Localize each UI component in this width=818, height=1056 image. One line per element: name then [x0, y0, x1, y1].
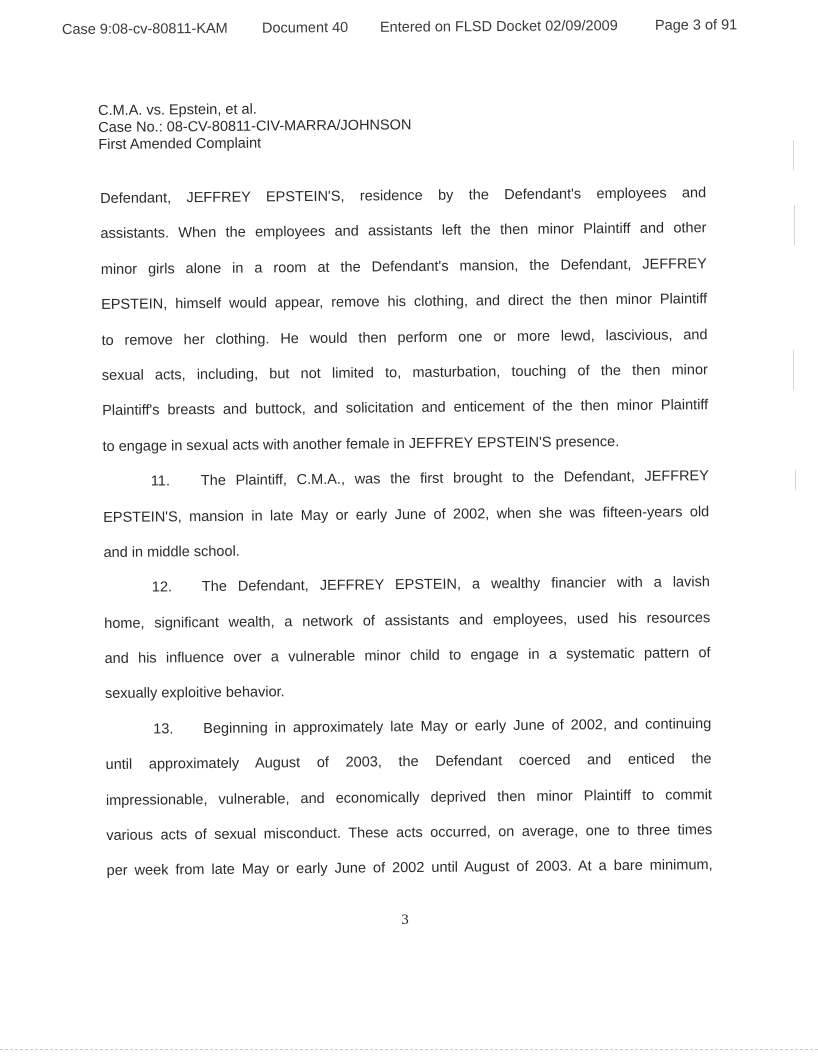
body-line: until approximately August of 2003, the Defendant coerced and enticed the	[105, 751, 712, 774]
body-line: and in middle school.	[103, 543, 240, 561]
scan-artifact	[793, 140, 794, 170]
body-line: to engage in sexual acts with another female in JEFFREY EPSTEIN'S presence.	[102, 433, 620, 455]
body-line: The Plaintiff, C.M.A., was the first brought to the Defendant, JEFFREY	[200, 468, 709, 490]
body-line: various acts of sexual misconduct. These acts occurred, on average, one to three times	[106, 822, 713, 845]
paragraph-13-first-line	[105, 707, 711, 748]
case-caption	[98, 99, 518, 154]
paragraph-number: 12.	[151, 579, 173, 596]
body-line: EPSTEIN'S, mansion in late May or early June of 2002, when she was fifteen-years old	[103, 503, 710, 526]
body-line: home, significant wealth, a network of assistants and employees, used his resources	[104, 609, 711, 632]
caption-parties: C.M.A. vs. Epstein, et al.	[98, 101, 257, 119]
caption-case-number: Case No.: 08-CV-80811-CIV-MARRA/JOHNSON	[98, 117, 412, 136]
scan-artifact	[794, 205, 795, 245]
body-line: sexually exploitive behavior.	[104, 684, 285, 703]
body-line: to remove her clothing. He would then perform one or more lewd, lascivious, and	[101, 326, 708, 349]
body-line: Beginning in approximately late May or early June of 2002, and continuing	[203, 716, 712, 737]
body-line: minor girls alone in a room at the Defendant's mansion, the Defendant, JEFFREY	[100, 255, 707, 278]
body-line: impressionable, vulnerable, and economically deprived then minor Plaintiff to commit	[105, 786, 712, 809]
header-document-number: Document 40	[261, 20, 349, 37]
body-line: Defendant, JEFFREY EPSTEIN'S, residence by the Defendant's employees and	[100, 185, 707, 207]
body-line: Plaintiff's breasts and buttock, and solicitation and enticement of the then minor Plaintiff	[102, 397, 709, 420]
paragraph-11-first-line	[103, 459, 709, 500]
header-case-number: Case 9:08-cv-80811-KAM	[61, 20, 228, 38]
caption-document-title: First Amended Complaint	[98, 135, 262, 153]
scan-edge-line	[0, 1049, 818, 1050]
scan-artifact	[793, 350, 794, 390]
scan-artifact	[795, 470, 796, 490]
header-entered-date: Entered on FLSD Docket 02/09/2009	[379, 18, 618, 36]
body-line: sexual acts, including, but not limited to, masturbation, touching of the then minor	[101, 362, 708, 384]
body-line: EPSTEIN, himself would appear, remove his clothing, and direct the then minor Plaintiff	[101, 291, 708, 314]
docket-header	[62, 17, 752, 42]
body-line: assistants. When the employees and assistants left the then minor Plaintiff and other	[100, 220, 707, 243]
paragraph-12-first-line	[104, 565, 710, 606]
complaint-body	[100, 176, 713, 890]
header-page-count: Page 3 of 91	[654, 17, 738, 34]
body-line: per week from late May or early June of 2002 until August of 2003. At a bare minimum,	[106, 857, 713, 880]
page-number: 3	[401, 912, 409, 928]
body-line: The Defendant, JEFFREY EPSTEIN, a wealthy financier with a lavish	[201, 574, 710, 596]
paragraph-number: 13.	[153, 721, 174, 738]
paragraph-number: 11.	[150, 473, 171, 490]
body-line: and his influence over a vulnerable minor child to engage in a systematic pattern of	[104, 645, 711, 668]
